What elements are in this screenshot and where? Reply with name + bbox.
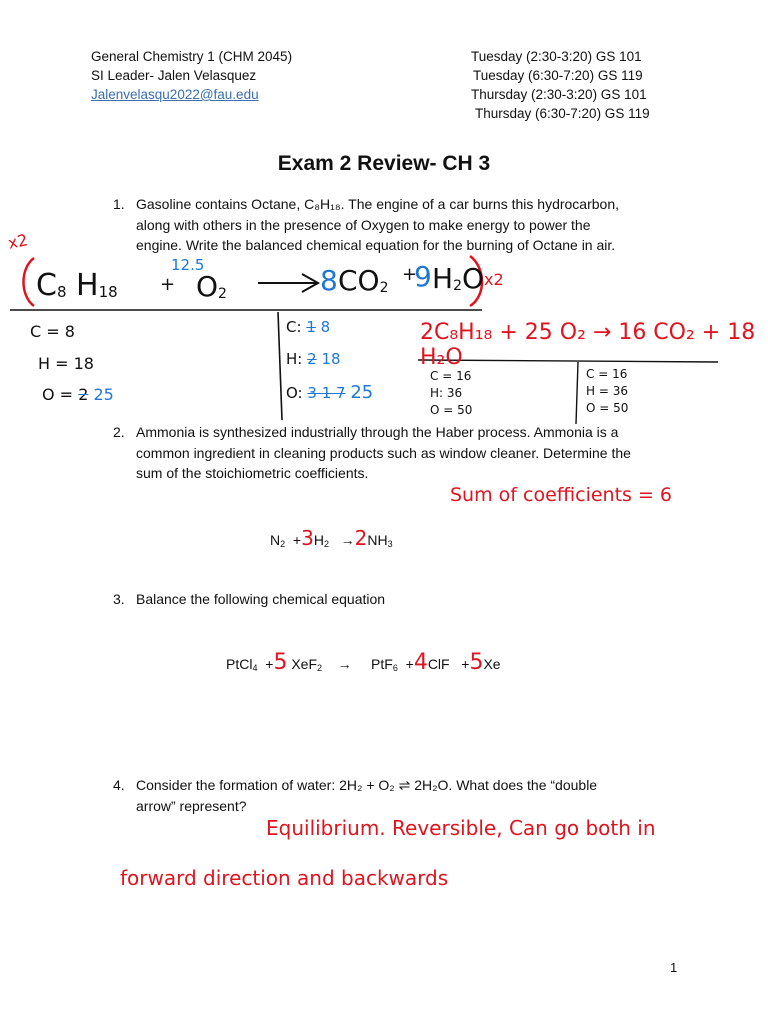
hand-right-h-label: H: [286, 350, 303, 368]
course-name: General Chemistry 1 (CHM 2045) [91, 49, 293, 64]
hand-doubled-eq: 2C₈H₁₈ + 25 O₂ → 16 CO₂ + 18 H₂O [420, 320, 756, 370]
q3-equation: PtCl$_4$ +5 XeF$_2$ → PtF$_6$ +4ClF +5Xe [226, 650, 501, 675]
hand-doubled-left [430, 368, 472, 419]
q4-line2: arrow” represent? [136, 797, 247, 814]
hand-o-old: 2 [78, 385, 89, 404]
q4-line1: Consider the formation of water: 2H₂ + O₂ ⇌ 2H₂O. What does the “double [136, 777, 598, 793]
hand-x2-left: x2 [6, 230, 30, 253]
hand-coef-o2: 12.5 [171, 256, 205, 274]
session-3: Thursday (2:30-3:20) GS 101 [471, 87, 647, 102]
si-leader: SI Leader- Jalen Velasquez [91, 68, 257, 83]
session-2: Tuesday (6:30-7:20) GS 119 [473, 68, 643, 83]
hand-dr-h: H = 36 [586, 384, 628, 398]
q1-number: 1. [113, 196, 125, 212]
hand-count-h: H = 18 [38, 354, 94, 373]
hand-right-h [286, 350, 341, 368]
q3-coef-xe: 5 [469, 650, 484, 675]
page-title: Exam 2 Review- CH 3 [277, 152, 491, 175]
hand-right-h-new: 18 [321, 350, 341, 368]
q3-number: 3. [113, 591, 125, 607]
hand-right-c-old: 1 [306, 318, 316, 336]
hand-dr-c: C = 16 [586, 367, 628, 381]
hand-c8h18: $C_8$ $H_{18}$ [36, 268, 118, 303]
q2-equation: $N_2 +3H_2 \to 2NH_3$ [270, 526, 393, 550]
q2-line: sum of the stoichiometric coefficients. [136, 465, 369, 481]
hand-h2o: $H_2O$ [432, 262, 485, 295]
hand-doubled-right [586, 366, 628, 417]
q1-line: Gasoline contains Octane, C₈H₁₈. The engine of a car burns this hydrocarbon, [136, 196, 619, 212]
q2-line: common ingredient in cleaning products such as window cleaner. Determine the [136, 444, 631, 461]
q2-coef-nh3: 2 [354, 526, 368, 550]
q2-answer: Sum of coefficients = 6 [450, 484, 673, 506]
hand-right-o [286, 382, 373, 403]
hand-dr-o: O = 50 [586, 401, 629, 415]
hand-count-o-label: O = [42, 385, 74, 404]
session-1: Tuesday (2:30-3:20) GS 101 [471, 49, 642, 64]
q4-text [136, 775, 696, 816]
q3-prompt: Balance the following chemical equation [136, 591, 386, 607]
email-link[interactable]: Jalenvelasqu2022@fau.edu [91, 87, 259, 102]
q4-number: 4. [113, 777, 125, 793]
hand-dl-h: H: 36 [430, 386, 463, 400]
hand-coef-h2o: 9 [414, 260, 432, 293]
hand-right-o-label: O: [286, 384, 303, 402]
hand-coef-co2: 8 [320, 264, 338, 297]
q2-number: 2. [113, 424, 125, 440]
hand-count-c: C = 8 [30, 322, 75, 341]
q2-line: Ammonia is synthesized industrially through the Haber process. Ammonia is a [136, 424, 619, 440]
hand-right-c-label: C: [286, 318, 302, 336]
hand-right-h-old: 2 [307, 350, 317, 368]
q4-answer-line1: Equilibrium. Reversible, Can go both in [266, 816, 656, 840]
q3-coef-clf: 4 [413, 650, 428, 675]
q2-coef-h2: 3 [301, 526, 314, 550]
hand-x2-right: x2 [484, 270, 504, 289]
hand-o-new: 25 [93, 385, 114, 404]
hand-count-o [42, 385, 114, 404]
q4-answer-line2: forward direction and backwards [120, 866, 449, 890]
page-number: 1 [670, 960, 678, 975]
hand-right-o-old: 3 1 7 [307, 384, 346, 402]
hand-plus: + [160, 274, 176, 295]
hand-plus2: + [402, 264, 418, 285]
hand-dl-o: O = 50 [430, 403, 473, 417]
q3-coef-xef2: 5 [273, 650, 288, 675]
hand-right-o-new: 25 [350, 382, 374, 403]
q1-line: along with others in the presence of Oxygen to make energy to power the [136, 216, 591, 233]
hand-o2: $O_2$ [196, 270, 227, 303]
hand-dl-c: C = 16 [430, 369, 472, 383]
q2-text [136, 422, 696, 484]
session-4: Thursday (6:30-7:20) GS 119 [475, 106, 650, 121]
hand-right-c [286, 318, 330, 336]
hand-right-c-new: 8 [320, 318, 331, 336]
q1-line: engine. Write the balanced chemical equation for the burning of Octane in air. [136, 237, 616, 253]
hand-co2: $CO_2$ [338, 264, 389, 297]
